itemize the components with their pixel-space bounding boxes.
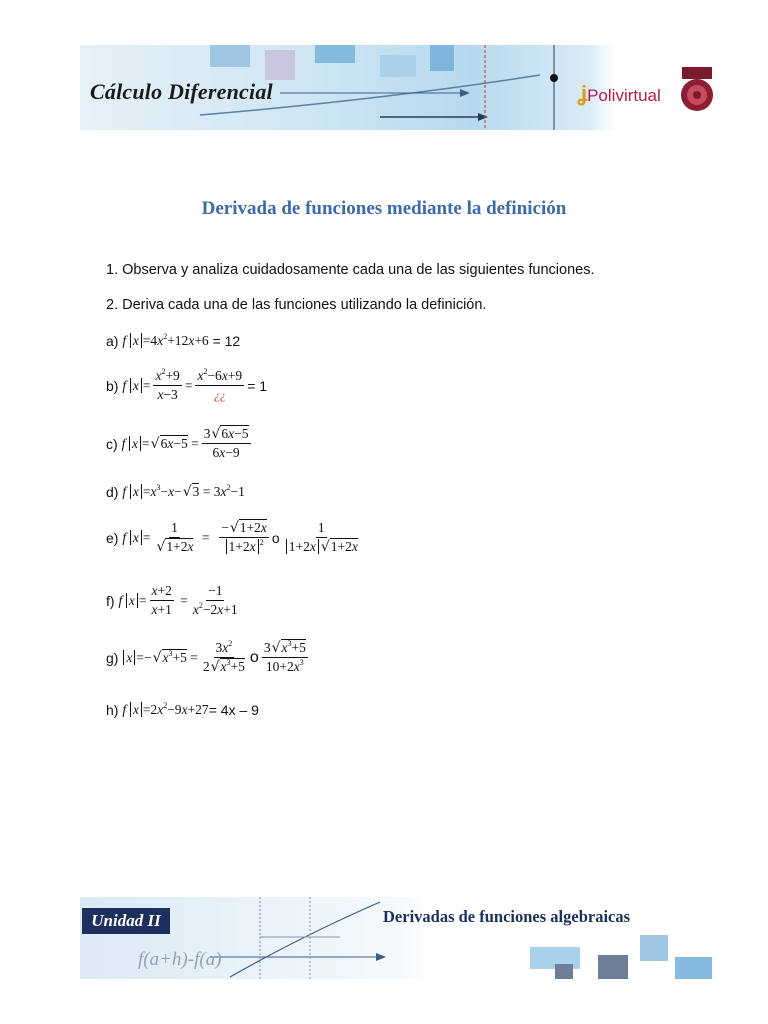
exercise-label: a): [106, 333, 119, 349]
exercise-f: f) f x = $\frac{x+2}{x+1}$ = $\frac{-1}{x^2-2x+1}$: [106, 583, 238, 617]
exercise-e: e) f x = $\frac{1}{√1+2x}$ = $\frac{-√1+2x}{1+2x ^2}$ o $\frac{1}{1+2x √1+2x}$: [106, 520, 358, 555]
or-text: o: [249, 648, 259, 666]
footer-title: Derivadas de funciones algebraicas: [383, 907, 631, 926]
exercise-result: = 1: [247, 377, 268, 394]
course-title: Cálculo Diferencial: [90, 79, 273, 104]
exercise-a: a) f $x =4x^2+12x+6$ = 12: [106, 332, 241, 349]
instruction-2: 2. Deriva cada una de las funciones utilizando la definición.: [106, 297, 487, 313]
exercise-result: = 12: [212, 333, 241, 349]
brand-logo: ʝPolivirtual: [577, 81, 661, 106]
exercise-result: = 4x – 9: [208, 702, 259, 718]
decor-block: [640, 935, 668, 961]
decor-block: [675, 957, 712, 979]
footer-formula: f(a+h)-f(a): [138, 949, 222, 970]
exercise-label: e): [106, 529, 119, 546]
exercise-label: c): [106, 435, 118, 452]
footer-banner: [80, 897, 712, 979]
exercise-label: h): [106, 702, 119, 718]
unknown-mark: ¿¿: [213, 388, 226, 402]
seal-icon: [678, 65, 716, 115]
instruction-1: 1. Observa y analiza cuidadosamente cada una de las siguientes funciones.: [106, 262, 595, 278]
header-banner: [80, 45, 732, 130]
decor-block: [598, 955, 628, 979]
exercise-d: d) f $x =x^3-x-√3 = 3x^2-1$: [106, 483, 245, 500]
exercise-label: f): [106, 592, 115, 609]
exercise-c: c) f x =√6x−5 = $\frac{3√6x-5}{6x-9}$: [106, 426, 249, 460]
exercise-h: h) f $x =2x^2-9x+27$ = 4x – 9: [106, 701, 259, 718]
exercise-g: g) $x =-√x^3+5$ = $\frac{3x^2}{2√x^3+5}$ o $\frac{3√x^3+5}{10+2x^3}$: [106, 639, 306, 675]
unit-label: Unidad II: [82, 908, 170, 934]
page-title: Derivada de funciones mediante la definición: [201, 198, 567, 219]
or-text: o: [271, 529, 280, 546]
exercise-label: b): [106, 377, 119, 394]
exercise-label: g): [106, 649, 119, 666]
exercise-b: b) f x = $\frac{x^2+9}{x-3}$ = $\frac{x^2-6x+9}{¿¿}$ = 1: [106, 367, 268, 402]
decor-block: [555, 964, 573, 979]
exercise-label: d): [106, 484, 119, 500]
